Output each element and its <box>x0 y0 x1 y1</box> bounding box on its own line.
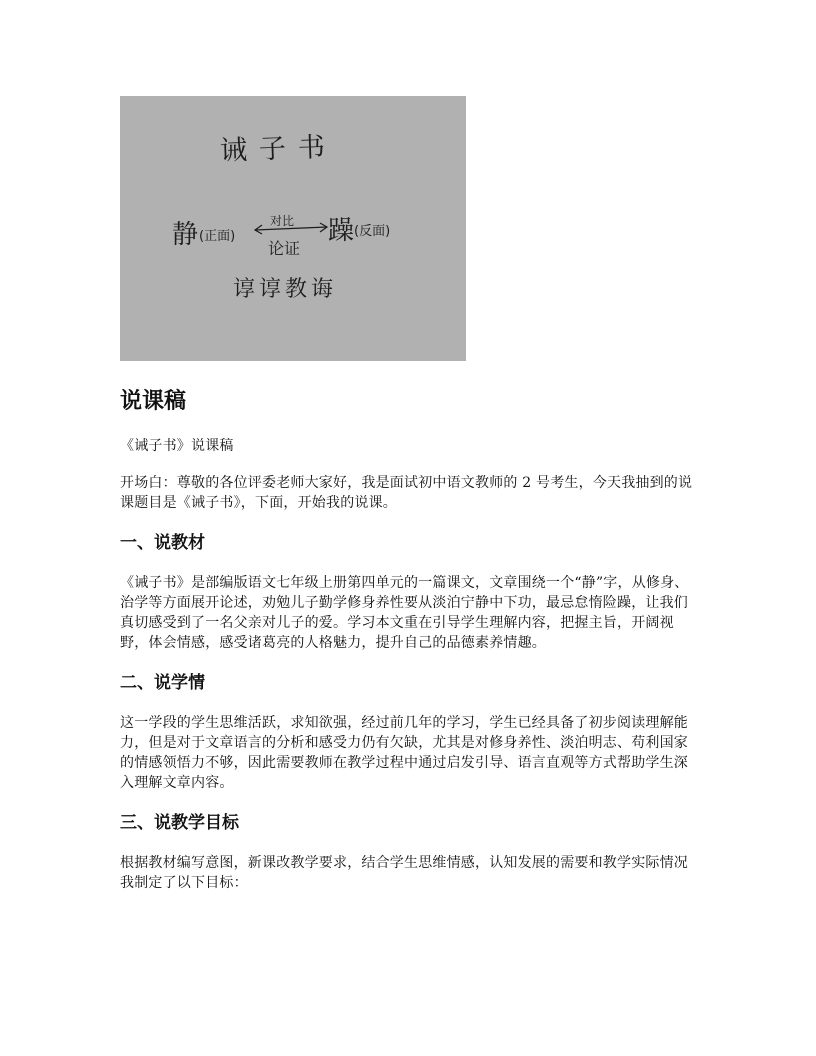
section-body-students: 这一学段的学生思维活跃，求知欲强，经过前几年的学习，学生已经具备了初步阅读理解能力，但是对于文章语言的分析和感受力仍有欠缺，尤其是对修身养性、淡泊明志、苟利国家的情感领悟力不够，因此需要教师在教学过程中通过启发引导、语言直观等方式帮助学生深入理解文章内容。 <box>120 715 688 791</box>
board-bottom: 谆谆教诲 <box>233 277 338 302</box>
board-title: 诫子书 <box>219 131 338 167</box>
document-title: 说课稿 <box>120 389 187 414</box>
section-heading-objectives: 三、说教学目标 <box>120 813 239 833</box>
blackboard-photo <box>120 96 466 361</box>
board-arrow-top: 对比 <box>270 214 295 228</box>
document-page <box>120 96 700 893</box>
document-subtitle: 《诫子书》说课稿 <box>120 438 234 454</box>
board-arrow-bottom: 论证 <box>268 239 301 258</box>
section-body-textbook: 《诫子书》是部编版语文七年级上册第四单元的一篇课文，文章围绕一个“静”字，从修身、治学等方面展开论述，劝勉儿子勤学修身养性要从淡泊宁静中下功，最忌怠惰险躁，让我们真切感受到了一名父亲对儿子的爱。学习本文重在引导学生理解内容，把握主旨，开阔视野，体会情感，感受诸葛亮的人格魅力，提升自己的品德素养情趣。 <box>120 575 689 651</box>
board-right-word: 躁 <box>328 216 355 246</box>
section-heading-students: 二、说学情 <box>120 673 205 693</box>
board-writing <box>120 96 466 361</box>
section-heading-textbook: 一、说教材 <box>120 533 205 553</box>
section-body-objectives: 根据教材编写意图，新课改教学要求，结合学生思维情感，认知发展的需要和教学实际情况我制定了以下目标： <box>120 855 688 891</box>
board-right-note: (反面) <box>354 224 391 239</box>
opening-paragraph: 开场白：尊敬的各位评委老师大家好，我是面试初中语文教师的 2 号考生，今天我抽到的说课题目是《诫子书》，下面，开始我的说课。 <box>120 475 693 511</box>
board-left-word: 静 <box>172 220 199 250</box>
board-left-note: (正面) <box>199 229 236 244</box>
